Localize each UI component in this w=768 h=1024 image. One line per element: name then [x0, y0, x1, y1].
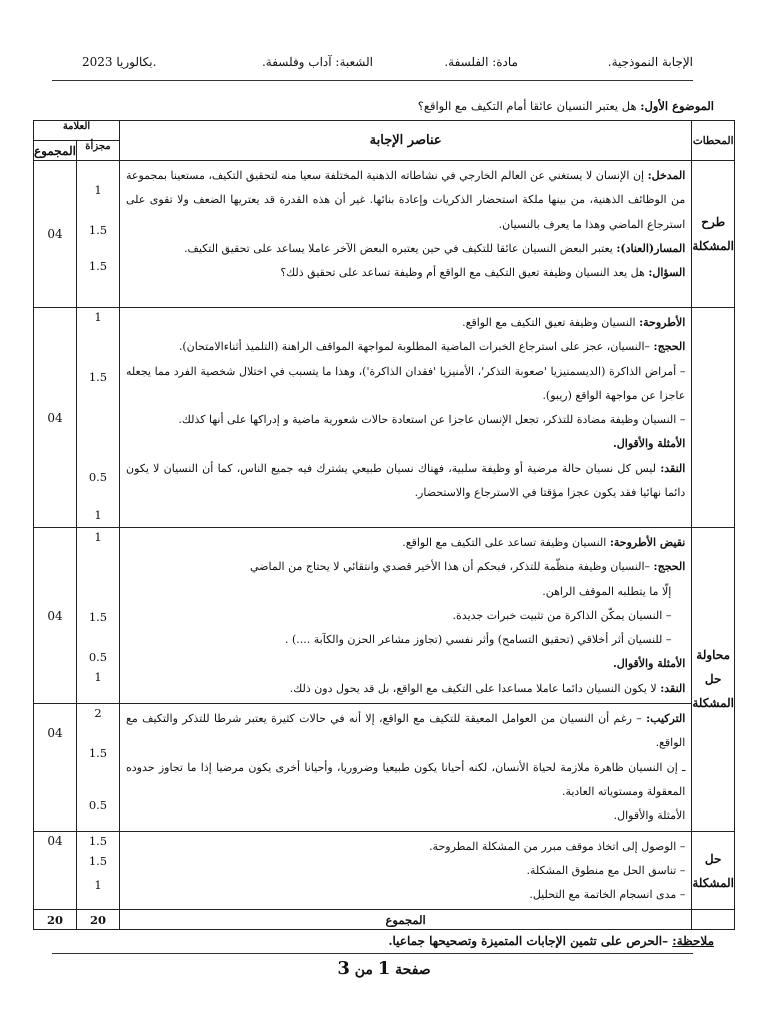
question-label: السؤال: [648, 266, 686, 280]
critique-text: لا يكون النسيان دائما عاملا مساعدا على التكيف مع الواقع، بل قد يحول دون ذلك. [289, 681, 657, 695]
table-row [34, 308, 735, 528]
criterion-text: – تناسق الحل مع منطوق المشكلة. [526, 863, 686, 877]
examples-text: الأمثلة والأقوال. [612, 437, 686, 451]
table-row [34, 704, 735, 831]
thesis-text: النسيان وظيفة تعيق التكيف مع الواقع. [462, 316, 636, 329]
note-label: ملاحظة: [672, 934, 714, 948]
partial-mark: 1.5 [88, 223, 108, 237]
partial-mark: 1 [94, 183, 102, 197]
criterion-text: – مدى انسجام الخاتمة مع التحليل. [529, 888, 686, 902]
mark-header: العلامة [34, 121, 120, 141]
arg-text: – النسيان وظيفة مضادة للتذكر، تجعل الإنسان عاجزا عن استعادة حالات شعورية ماضية و إدراكها على أنها كذلك. [178, 413, 686, 427]
topic-label: الموضوع الأول: [640, 99, 714, 113]
answer-cell [119, 161, 691, 308]
critique-text: ليس كل نسيان حالة مرضية أو وظيفة سلبية، فهناك نسيان طبيعي يشترك فيه جميع الناس، كما أن النسيان لا يكون دائما نهائيا فقد يكون عجزا مؤقتا في الاسترجاع والاستحضار. [125, 461, 686, 500]
axis-empty [692, 308, 735, 528]
sum-row [34, 910, 735, 930]
total-mark: 04 [34, 528, 77, 704]
sum-axis-empty [692, 910, 735, 930]
axis-solution: حل المشكلة [692, 831, 735, 910]
of-word: من [354, 962, 373, 978]
elements-header: عناصر الإجابة [119, 121, 691, 161]
page-number: 1 [377, 958, 391, 979]
intro-text: إن الإنسان لا يستغني عن العالم الخارجي في نشاطاته الذهنية المختلفة سعيا منه لتحقيق التكيف، مستعينا بمجموعة من الوظائف الذهنية، من بينها ملكة استحضار الذكريات وإعادة بنائها. غير أن هذه القدرة قد يعتريها الضعف ولا تقوى على استرجاع الماضي وهذا ما يعرف بالنسيان. [125, 169, 686, 231]
partial-marks [76, 704, 119, 831]
arg-text: –النسيان، عجز على استرجاع الخبرات الماضية المطلوبة لمواجهة المواقف الراهنة (التلميذ أثناءالامتحان). [178, 340, 651, 354]
header-branch: الشعبة: آداب وفلسفة. [261, 55, 373, 69]
stations-header: المحطات [692, 121, 735, 161]
thesis-label: الأطروحة: [639, 316, 686, 329]
arg-text: –النسيان وظيفة منظّمة للتذكر، فبحكم أن هذا الأخير قصدي وانتقائي لا يحتاج من الماضي [249, 560, 651, 574]
synthesis-label: التركيب: [646, 712, 686, 726]
table-row [34, 528, 735, 704]
partial-mark: 1 [94, 530, 102, 544]
partial-mark: 1.5 [88, 853, 108, 868]
question-text: هل يعد النسيان وظيفة تعيق التكيف مع الواقع أم وظيفة تساعد على تحقيق ذلك؟ [280, 266, 645, 280]
total-mark: 04 [34, 161, 77, 308]
page-footer [0, 958, 768, 979]
args-label: الحجج: [653, 340, 686, 354]
partial-mark: 1 [94, 508, 102, 522]
partial-mark: 1.5 [88, 610, 108, 624]
total-mark: 04 [34, 831, 77, 910]
critique-label: النقد: [660, 681, 686, 695]
synthesis-text: – رغم أن النسيان من العوامل المعيقة للتكيف مع الواقع، إلا أنه في حالات كثيرة يعتبر شرطا للتذكر والتكيف مع الواقع. [125, 712, 686, 750]
note [388, 934, 714, 948]
header-model-answer: الإجابة النموذجية. [607, 55, 693, 69]
partial-marks [76, 831, 119, 910]
partial-mark: 1.5 [88, 259, 108, 273]
page-header [52, 55, 693, 77]
header-divider [52, 80, 693, 81]
partial-header: مجزأة [76, 141, 119, 161]
partial-marks [76, 528, 119, 704]
total-header: المجموع [34, 141, 77, 161]
critique-label: النقد: [660, 461, 686, 475]
partial-mark: 2 [94, 706, 102, 721]
note-text: –الحرص على تثمين الإجابات المتميزة وتصحيحها جماعيا. [388, 934, 673, 948]
page-word: صفحة [395, 962, 431, 978]
path-text: يعتبر البعض النسيان عائقا للتكيف في حين يعتبره البعض الآخر عاملا يساعد على تحقيق التكيف. [184, 241, 613, 255]
synthesis-text-2: ـ إن النسيان ظاهرة ملازمة لحياة الأنسان، لكنه أحيانا يكون طبيعيا وضروريا، وأحيانا أخرى يكون مرضيا إذا ما تجاوز حدوده المعقولة ومستوياته العادية. [125, 760, 686, 798]
partial-marks [76, 161, 119, 308]
answer-cell [119, 528, 691, 704]
examples-text: الأمثلة والأقوال. [612, 657, 686, 671]
axis-problem-statement: طرح المشكلة [692, 161, 735, 308]
examples-text: الأمثلة والأقوال. [613, 809, 686, 823]
args-label: الحجج: [653, 560, 686, 574]
page-total: 3 [337, 958, 350, 979]
antithesis-label: نقيض الأطروحة: [609, 536, 686, 549]
topic-question: هل يعتبر النسيان عائقا أمام التكيف مع الواقع؟ [417, 99, 637, 113]
table-row [34, 831, 735, 910]
partial-mark: 1 [94, 877, 102, 892]
partial-mark: 0.5 [88, 470, 108, 484]
arg-text: إلّا ما يتطلبه الموقف الراهن. [542, 584, 672, 598]
axis-attempt-solution: محاولة حل المشكلة [692, 528, 735, 832]
answer-cell [119, 308, 691, 528]
answer-cell [119, 831, 691, 910]
path-label: المسار(العناد): [616, 241, 686, 255]
answer-table [33, 120, 735, 930]
arg-text: – أمراض الذاكرة (الديسمنيزيا 'صعوبة التذكر'، الأمنيزيا 'فقدان الذاكرة')، وهذا ما يتسبب في اختلال شخصية الفرد مما يجعله عاجزا عن مواجهة الواقع (ريبو). [125, 364, 686, 402]
header-exam: بكالوريا 2023. [82, 55, 157, 69]
answer-cell [119, 704, 691, 831]
footer-divider [52, 953, 693, 954]
table-row [34, 161, 735, 308]
sum-partial: 20 [76, 910, 119, 930]
intro-label: المدخل: [647, 169, 686, 182]
antithesis-text: النسيان وظيفة تساعد على التكيف مع الواقع. [402, 536, 607, 549]
partial-mark: 0.5 [88, 650, 108, 664]
total-mark: 04 [34, 308, 77, 528]
sum-total: 20 [34, 910, 77, 930]
partial-mark: 1 [94, 310, 102, 324]
arg-text: – النسيان يمكّن الذاكرة من تثبيت خبرات جديدة. [452, 608, 672, 622]
partial-mark: 1.5 [88, 746, 108, 761]
arg-text: – للنسيان أثر أخلاقي (تحقيق التسامح) وأثر نفسي (تجاوز مشاعر الحزن والكآبة ....) . [285, 633, 672, 647]
topic-line [418, 99, 714, 113]
partial-mark: 1.5 [88, 370, 108, 384]
partial-marks [76, 308, 119, 528]
partial-mark: 1 [94, 670, 102, 684]
total-mark: 04 [34, 704, 77, 831]
sum-label: المجموع [119, 910, 691, 930]
partial-mark: 1.5 [88, 833, 108, 848]
criterion-text: – الوصول إلى اتخاذ موقف مبرر من المشكلة المطروحة. [429, 839, 686, 853]
header-subject: مادة: الفلسفة. [444, 55, 518, 69]
partial-mark: 0.5 [88, 798, 108, 813]
